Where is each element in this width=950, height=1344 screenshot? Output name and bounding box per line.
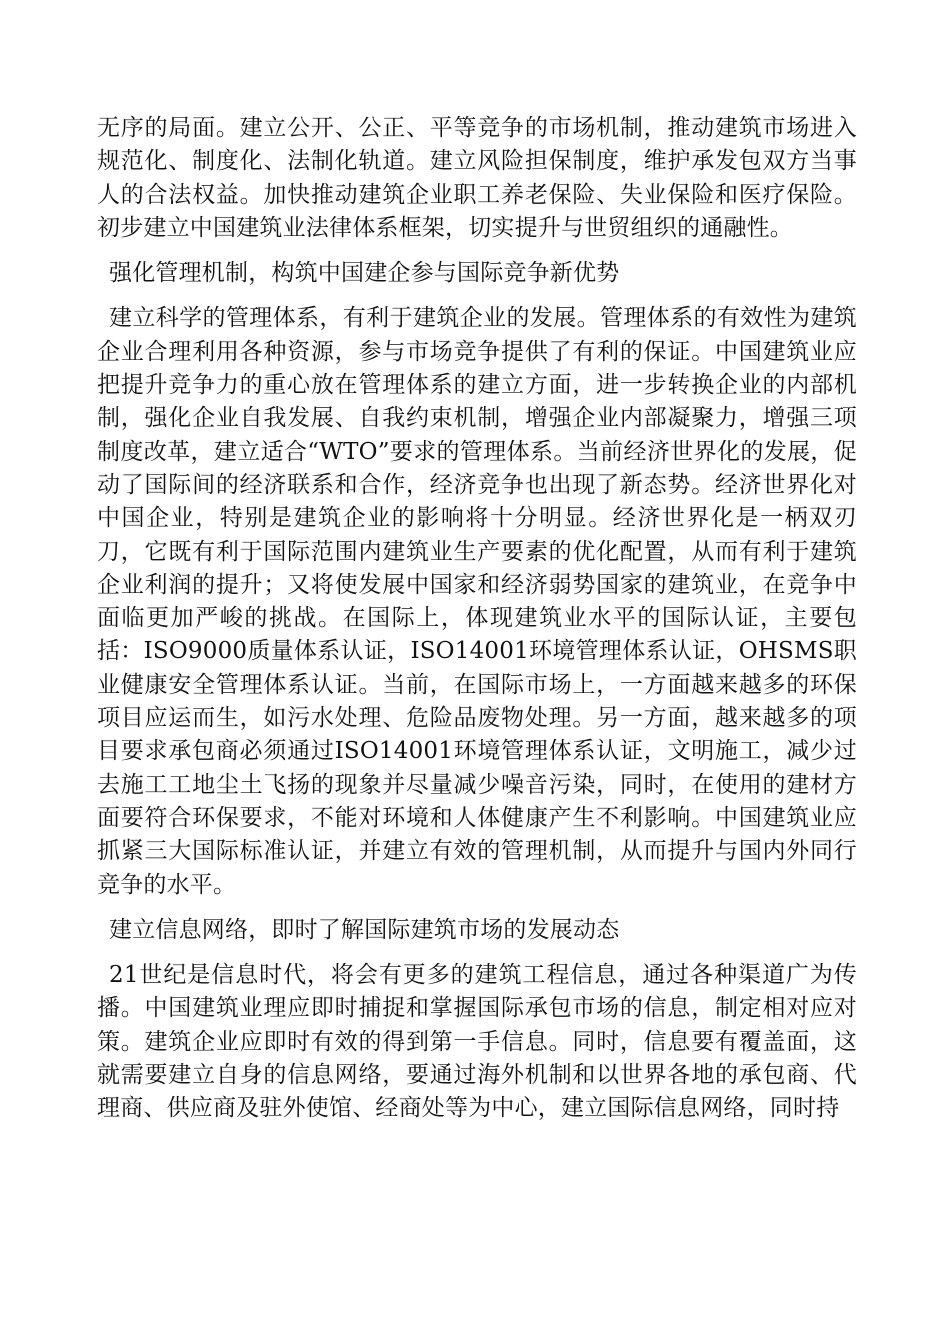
paragraph-information-age: 21世纪是信息时代，将会有更多的建筑工程信息，通过各种渠道广为传播。中国建筑业理应即时捕捉和掌握国际承包市场的信息，制定相对应对策。建筑企业应即时有效的得到第一手信息。同时，信息要有覆盖面，这就需要建立自身的信息网络，要通过海外机制和以世界各地的承包商、代理商、供应商及驻外使馆、经商处等为中心，建立国际信息网络，同时持: [97, 962, 857, 1122]
section-heading-information-network: 建立信息网络，即时了解国际建筑市场的发展动态: [109, 916, 620, 943]
section-heading-management: 强化管理机制，构筑中国建企参与国际竞争新优势: [109, 260, 620, 287]
document-page: [97, 112, 857, 1126]
paragraph-management-system: 建立科学的管理体系，有利于建筑企业的发展。管理体系的有效性为建筑企业合理利用各种资源，参与市场竞争提供了有利的保证。中国建筑业应把提升竞争力的重心放在管理体系的建立方面，进一步转换企业的内部机制，强化企业自我发展、自我约束机制，增强企业内部凝聚力，增强三项制度改革，建立适合“WTO”要求的管理体系。当前经济世界化的发展，促动了国际间的经济联系和合作，经济竞争也出现了新态势。经济世界化对中国企业，特别是建筑企业的影响将十分明显。经济世界化是一柄双刃刀，它既有利于国际范围内建筑业生产要素的优化配置，从而有利于建筑企业利润的提升；又将使发展中国家和经济弱势国家的建筑业，在竞争中面临更加严峻的挑战。在国际上，体现建筑业水平的国际认证，主要包括：ISO9000质量体系认证，ISO14001环境管理体系认证，OHSMS职业健康安全管理体系认证。当前，在国际市场上，一方面越来越多的环保项目应运而生，如污水处理、危险品废物处理。另一方面，越来越多的项目要求承包商必须通过ISO14001环境管理体系认证，文明施工，减少过去施工工地尘土飞扬的现象并尽量减少噪音污染，同时，在使用的建材方面要符合环保要求，不能对环境和人体健康产生不利影响。中国建筑业应抓紧三大国际标准认证，并建立有效的管理机制，从而提升与国内外同行竞争的水平。: [97, 305, 857, 898]
paragraph-legal-framework: 无序的局面。建立公开、公正、平等竞争的市场机制，推动建筑市场进入规范化、制度化、法制化轨道。建立风险担保制度，维护承发包双方当事人的合法权益。加快推动建筑企业职工养老保险、失业保险和医疗保险。初步建立中国建筑业法律体系框架，切实提升与世贸组织的通融性。: [97, 115, 857, 241]
